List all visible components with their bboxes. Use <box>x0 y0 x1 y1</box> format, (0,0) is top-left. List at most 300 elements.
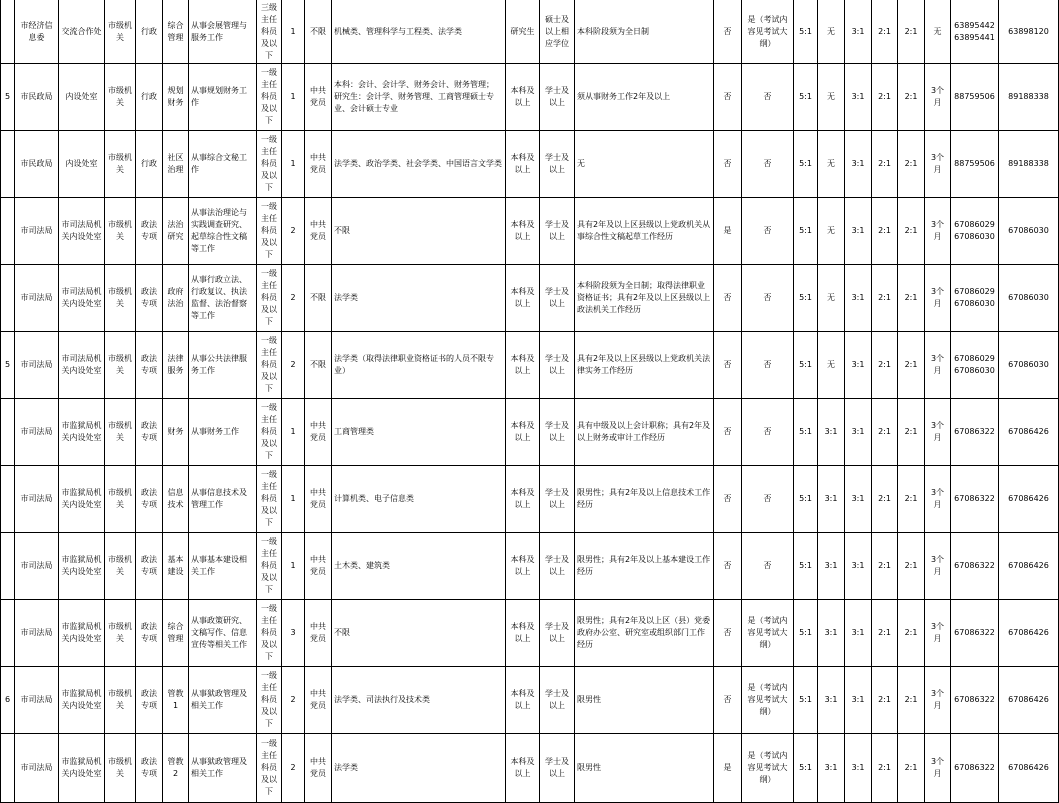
office-cell: 内设处室 <box>59 64 105 131</box>
rank-cell: 一级主任科员及以下 <box>257 131 282 198</box>
agency-level-cell: 市级机关 <box>105 0 136 64</box>
degree-cell: 学士及以上 <box>540 64 575 131</box>
department-cell: 市司法局 <box>15 265 59 332</box>
group-number-cell <box>1 533 15 600</box>
department-cell: 市司法局 <box>15 600 59 667</box>
position-name-cell: 社区治理 <box>163 131 189 198</box>
professional-exam-cell: 否 <box>742 198 794 265</box>
probation-cell: 3个月 <box>925 399 951 466</box>
duty-description-cell: 从事规划财务工作 <box>189 64 257 131</box>
contact-phone-cell: 67086322 <box>951 533 999 600</box>
probation-cell: 3个月 <box>925 466 951 533</box>
category-cell: 政法专项 <box>136 667 163 734</box>
education-cell: 本科及以上 <box>506 667 540 734</box>
hiring-count-cell: 1 <box>282 131 305 198</box>
consult-phone-cell: 67086426 <box>999 399 1059 466</box>
professional-exam-cell: 否 <box>742 64 794 131</box>
position-name-cell: 规划财务 <box>163 64 189 131</box>
ratio-cell: 无 <box>818 131 845 198</box>
table-row <box>1 198 1059 265</box>
ratio-cell: 2:1 <box>898 0 925 64</box>
agency-level-cell: 市级机关 <box>105 533 136 600</box>
office-cell: 市司法局机关内设处室 <box>59 265 105 332</box>
major-requirement-cell: 土木类、建筑类 <box>332 533 506 600</box>
ratio-cell: 3:1 <box>845 265 872 332</box>
consult-phone-cell: 67086426 <box>999 533 1059 600</box>
education-cell: 本科及以上 <box>506 198 540 265</box>
ratio-cell: 3:1 <box>845 466 872 533</box>
major-requirement-cell: 法学类 <box>332 265 506 332</box>
rank-cell: 一级主任科员及以下 <box>257 332 282 399</box>
education-cell: 本科及以上 <box>506 64 540 131</box>
duty-description-cell: 从事基本建设相关工作 <box>189 533 257 600</box>
group-number-cell <box>1 600 15 667</box>
group-number-cell <box>1 734 15 803</box>
professional-exam-cell: 是（考试内容见考试大纲） <box>742 600 794 667</box>
other-requirement-cell: 限男性 <box>575 734 714 803</box>
office-cell: 内设处室 <box>59 131 105 198</box>
hiring-count-cell: 2 <box>282 198 305 265</box>
duty-description-cell: 从事财务工作 <box>189 399 257 466</box>
major-requirement-cell: 本科：会计、会计学、财务会计、财务管理； 研究生：会计学、财务管理、工商管理硕士专业、会计硕士专业 <box>332 64 506 131</box>
contact-phone-cell: 63895442 63895441 <box>951 0 999 64</box>
degree-cell: 学士及以上 <box>540 667 575 734</box>
position-name-cell: 综合管理 <box>163 600 189 667</box>
office-cell: 市司法局机关内设处室 <box>59 198 105 265</box>
table-row <box>1 600 1059 667</box>
duty-description-cell: 从事信息技术及管理工作 <box>189 466 257 533</box>
duty-description-cell: 从事狱政管理及相关工作 <box>189 667 257 734</box>
duty-description-cell: 从事行政立法、行政复议、执法监督、法治督察等工作 <box>189 265 257 332</box>
rank-cell: 一级主任科员及以下 <box>257 64 282 131</box>
hiring-count-cell: 1 <box>282 466 305 533</box>
ratio-cell: 2:1 <box>872 131 898 198</box>
agency-level-cell: 市级机关 <box>105 466 136 533</box>
table-row <box>1 399 1059 466</box>
ratio-cell: 2:1 <box>872 64 898 131</box>
contact-phone-cell: 67086322 <box>951 466 999 533</box>
rank-cell: 一级主任科员及以下 <box>257 399 282 466</box>
position-name-cell: 综合管理 <box>163 0 189 64</box>
rank-cell: 一级主任科员及以下 <box>257 667 282 734</box>
ratio-cell: 5:1 <box>794 533 818 600</box>
agency-level-cell: 市级机关 <box>105 399 136 466</box>
agency-level-cell: 市级机关 <box>105 332 136 399</box>
ratio-cell: 5:1 <box>794 198 818 265</box>
education-cell: 本科及以上 <box>506 265 540 332</box>
grassroots-experience-cell: 否 <box>714 533 742 600</box>
hiring-count-cell: 1 <box>282 0 305 64</box>
ratio-cell: 无 <box>818 332 845 399</box>
ratio-cell: 3:1 <box>818 667 845 734</box>
position-name-cell: 管教2 <box>163 734 189 803</box>
duty-description-cell: 从事会展管理与服务工作 <box>189 0 257 64</box>
degree-cell: 学士及以上 <box>540 399 575 466</box>
professional-exam-cell: 否 <box>742 466 794 533</box>
office-cell: 市监狱局机关内设处室 <box>59 734 105 803</box>
rank-cell: 一级主任科员及以下 <box>257 533 282 600</box>
ratio-cell: 2:1 <box>898 332 925 399</box>
ratio-cell: 2:1 <box>898 198 925 265</box>
consult-phone-cell: 67086426 <box>999 466 1059 533</box>
ratio-cell: 3:1 <box>845 734 872 803</box>
professional-exam-cell: 否 <box>742 399 794 466</box>
duty-description-cell: 从事狱政管理及相关工作 <box>189 734 257 803</box>
consult-phone-cell: 67086030 <box>999 198 1059 265</box>
other-requirement-cell: 限男性；具有2年及以上信息技术工作经历 <box>575 466 714 533</box>
ratio-cell: 2:1 <box>872 332 898 399</box>
table-row <box>1 533 1059 600</box>
major-requirement-cell: 计算机类、电子信息类 <box>332 466 506 533</box>
group-number-cell: 6 <box>1 667 15 734</box>
ratio-cell: 3:1 <box>818 399 845 466</box>
rank-cell: 三级主任科员及以下 <box>257 0 282 64</box>
degree-cell: 学士及以上 <box>540 198 575 265</box>
consult-phone-cell: 63898120 <box>999 0 1059 64</box>
degree-cell: 学士及以上 <box>540 466 575 533</box>
contact-phone-cell: 88759506 <box>951 131 999 198</box>
contact-phone-cell: 88759506 <box>951 64 999 131</box>
consult-phone-cell: 89188338 <box>999 64 1059 131</box>
position-name-cell: 法治研究 <box>163 198 189 265</box>
other-requirement-cell: 须从事财务工作2年及以上 <box>575 64 714 131</box>
education-cell: 本科及以上 <box>506 734 540 803</box>
grassroots-experience-cell: 否 <box>714 466 742 533</box>
ratio-cell: 3:1 <box>845 131 872 198</box>
table-row <box>1 667 1059 734</box>
political-status-cell: 中共党员 <box>305 131 332 198</box>
major-requirement-cell: 工商管理类 <box>332 399 506 466</box>
agency-level-cell: 市级机关 <box>105 64 136 131</box>
education-cell: 本科及以上 <box>506 332 540 399</box>
group-number-cell: 5 <box>1 64 15 131</box>
ratio-cell: 5:1 <box>794 667 818 734</box>
group-number-cell <box>1 466 15 533</box>
major-requirement-cell: 不限 <box>332 198 506 265</box>
major-requirement-cell: 不限 <box>332 600 506 667</box>
category-cell: 政法专项 <box>136 265 163 332</box>
grassroots-experience-cell: 否 <box>714 667 742 734</box>
ratio-cell: 2:1 <box>872 600 898 667</box>
grassroots-experience-cell: 否 <box>714 64 742 131</box>
probation-cell: 无 <box>925 0 951 64</box>
table-row <box>1 332 1059 399</box>
hiring-count-cell: 2 <box>282 265 305 332</box>
ratio-cell: 2:1 <box>898 64 925 131</box>
probation-cell: 3个月 <box>925 734 951 803</box>
department-cell: 市司法局 <box>15 667 59 734</box>
rank-cell: 一级主任科员及以下 <box>257 600 282 667</box>
rank-cell: 一级主任科员及以下 <box>257 734 282 803</box>
consult-phone-cell: 67086426 <box>999 734 1059 803</box>
professional-exam-cell: 否 <box>742 265 794 332</box>
department-cell: 市司法局 <box>15 198 59 265</box>
agency-level-cell: 市级机关 <box>105 667 136 734</box>
office-cell: 市司法局机关内设处室 <box>59 332 105 399</box>
political-status-cell: 中共党员 <box>305 533 332 600</box>
ratio-cell: 3:1 <box>845 399 872 466</box>
position-name-cell: 基本建设 <box>163 533 189 600</box>
degree-cell: 学士及以上 <box>540 533 575 600</box>
ratio-cell: 2:1 <box>898 533 925 600</box>
ratio-cell: 3:1 <box>845 332 872 399</box>
ratio-cell: 3:1 <box>818 734 845 803</box>
category-cell: 政法专项 <box>136 466 163 533</box>
other-requirement-cell: 限男性；具有2年及以上基本建设工作经历 <box>575 533 714 600</box>
department-cell: 市民政局 <box>15 131 59 198</box>
education-cell: 本科及以上 <box>506 600 540 667</box>
group-number-cell <box>1 399 15 466</box>
professional-exam-cell: 否 <box>742 131 794 198</box>
agency-level-cell: 市级机关 <box>105 198 136 265</box>
table-row <box>1 265 1059 332</box>
political-status-cell: 不限 <box>305 265 332 332</box>
office-cell: 市监狱局机关内设处室 <box>59 399 105 466</box>
department-cell: 市民政局 <box>15 64 59 131</box>
other-requirement-cell: 本科阶段须为全日制 <box>575 0 714 64</box>
agency-level-cell: 市级机关 <box>105 265 136 332</box>
table-row <box>1 734 1059 803</box>
ratio-cell: 无 <box>818 265 845 332</box>
contact-phone-cell: 67086322 <box>951 667 999 734</box>
probation-cell: 3个月 <box>925 600 951 667</box>
degree-cell: 硕士及以上相应学位 <box>540 0 575 64</box>
rank-cell: 一级主任科员及以下 <box>257 265 282 332</box>
ratio-cell: 2:1 <box>898 131 925 198</box>
group-number-cell <box>1 198 15 265</box>
grassroots-experience-cell: 是 <box>714 198 742 265</box>
major-requirement-cell: 法学类、司法执行及技术类 <box>332 667 506 734</box>
political-status-cell: 中共党员 <box>305 198 332 265</box>
agency-level-cell: 市级机关 <box>105 131 136 198</box>
group-number-cell <box>1 0 15 64</box>
ratio-cell: 5:1 <box>794 0 818 64</box>
position-name-cell: 信息技术 <box>163 466 189 533</box>
category-cell: 政法专项 <box>136 332 163 399</box>
office-cell: 交流合作处 <box>59 0 105 64</box>
office-cell: 市监狱局机关内设处室 <box>59 667 105 734</box>
hiring-count-cell: 3 <box>282 600 305 667</box>
major-requirement-cell: 法学类、政治学类、社会学类、中国语言文学类 <box>332 131 506 198</box>
hiring-count-cell: 2 <box>282 734 305 803</box>
ratio-cell: 无 <box>818 198 845 265</box>
category-cell: 政法专项 <box>136 533 163 600</box>
ratio-cell: 3:1 <box>845 600 872 667</box>
political-status-cell: 中共党员 <box>305 466 332 533</box>
consult-phone-cell: 89188338 <box>999 131 1059 198</box>
hiring-count-cell: 1 <box>282 399 305 466</box>
rank-cell: 一级主任科员及以下 <box>257 198 282 265</box>
contact-phone-cell: 67086029 67086030 <box>951 198 999 265</box>
grassroots-experience-cell: 否 <box>714 332 742 399</box>
ratio-cell: 5:1 <box>794 265 818 332</box>
probation-cell: 3个月 <box>925 198 951 265</box>
category-cell: 行政 <box>136 131 163 198</box>
position-name-cell: 政府法治 <box>163 265 189 332</box>
contact-phone-cell: 67086029 67086030 <box>951 332 999 399</box>
ratio-cell: 2:1 <box>872 198 898 265</box>
professional-exam-cell: 否 <box>742 533 794 600</box>
probation-cell: 3个月 <box>925 131 951 198</box>
ratio-cell: 5:1 <box>794 131 818 198</box>
group-number-cell <box>1 131 15 198</box>
category-cell: 行政 <box>136 0 163 64</box>
contact-phone-cell: 67086322 <box>951 734 999 803</box>
political-status-cell: 中共党员 <box>305 734 332 803</box>
major-requirement-cell: 法学类（取得法律职业资格证书的人员不限专业） <box>332 332 506 399</box>
other-requirement-cell: 无 <box>575 131 714 198</box>
category-cell: 政法专项 <box>136 198 163 265</box>
ratio-cell: 2:1 <box>872 533 898 600</box>
office-cell: 市监狱局机关内设处室 <box>59 600 105 667</box>
ratio-cell: 5:1 <box>794 64 818 131</box>
ratio-cell: 3:1 <box>845 533 872 600</box>
degree-cell: 学士及以上 <box>540 131 575 198</box>
office-cell: 市监狱局机关内设处室 <box>59 533 105 600</box>
table-row <box>1 466 1059 533</box>
probation-cell: 3个月 <box>925 533 951 600</box>
department-cell: 市司法局 <box>15 332 59 399</box>
consult-phone-cell: 67086426 <box>999 600 1059 667</box>
ratio-cell: 2:1 <box>872 265 898 332</box>
ratio-cell: 2:1 <box>898 265 925 332</box>
position-name-cell: 法律服务 <box>163 332 189 399</box>
ratio-cell: 2:1 <box>898 734 925 803</box>
other-requirement-cell: 限男性 <box>575 667 714 734</box>
ratio-cell: 5:1 <box>794 734 818 803</box>
degree-cell: 学士及以上 <box>540 734 575 803</box>
grassroots-experience-cell: 否 <box>714 265 742 332</box>
grassroots-experience-cell: 否 <box>714 399 742 466</box>
hiring-count-cell: 2 <box>282 667 305 734</box>
professional-exam-cell: 是（考试内容见考试大纲） <box>742 0 794 64</box>
contact-phone-cell: 67086322 <box>951 600 999 667</box>
position-name-cell: 财务 <box>163 399 189 466</box>
table-row <box>1 64 1059 131</box>
duty-description-cell: 从事综合文秘工作 <box>189 131 257 198</box>
ratio-cell: 2:1 <box>872 734 898 803</box>
grassroots-experience-cell: 否 <box>714 600 742 667</box>
education-cell: 研究生 <box>506 0 540 64</box>
grassroots-experience-cell: 否 <box>714 0 742 64</box>
ratio-cell: 3:1 <box>818 533 845 600</box>
political-status-cell: 不限 <box>305 332 332 399</box>
ratio-cell: 5:1 <box>794 466 818 533</box>
category-cell: 政法专项 <box>136 734 163 803</box>
department-cell: 市司法局 <box>15 533 59 600</box>
agency-level-cell: 市级机关 <box>105 600 136 667</box>
group-number-cell <box>1 265 15 332</box>
duty-description-cell: 从事政策研究、文稿写作、信息宣传等相关工作 <box>189 600 257 667</box>
group-number-cell: 5 <box>1 332 15 399</box>
education-cell: 本科及以上 <box>506 131 540 198</box>
degree-cell: 学士及以上 <box>540 265 575 332</box>
ratio-cell: 2:1 <box>872 466 898 533</box>
ratio-cell: 5:1 <box>794 600 818 667</box>
hiring-count-cell: 2 <box>282 332 305 399</box>
major-requirement-cell: 法学类 <box>332 734 506 803</box>
probation-cell: 3个月 <box>925 64 951 131</box>
ratio-cell: 3:1 <box>845 64 872 131</box>
other-requirement-cell: 本科阶段须为全日制；取得法律职业资格证书；具有2年及以上区县级以上政法机关工作经历 <box>575 265 714 332</box>
ratio-cell: 3:1 <box>818 600 845 667</box>
education-cell: 本科及以上 <box>506 466 540 533</box>
ratio-cell: 2:1 <box>872 0 898 64</box>
ratio-cell: 2:1 <box>872 667 898 734</box>
other-requirement-cell: 具有中级及以上会计职称；具有2年及以上财务或审计工作经历 <box>575 399 714 466</box>
degree-cell: 学士及以上 <box>540 600 575 667</box>
grassroots-experience-cell: 是 <box>714 734 742 803</box>
position-name-cell: 管教1 <box>163 667 189 734</box>
professional-exam-cell: 是（考试内容见考试大纲） <box>742 734 794 803</box>
ratio-cell: 5:1 <box>794 399 818 466</box>
ratio-cell: 3:1 <box>845 667 872 734</box>
other-requirement-cell: 限男性；具有2年及以上区（县）党委政府办公室、研究室或组织部门工作经历 <box>575 600 714 667</box>
ratio-cell: 2:1 <box>898 667 925 734</box>
ratio-cell: 5:1 <box>794 332 818 399</box>
hiring-count-cell: 1 <box>282 533 305 600</box>
other-requirement-cell: 具有2年及以上区县级以上党政机关从事综合性文稿起草工作经历 <box>575 198 714 265</box>
ratio-cell: 无 <box>818 0 845 64</box>
probation-cell: 3个月 <box>925 332 951 399</box>
agency-level-cell: 市级机关 <box>105 734 136 803</box>
degree-cell: 学士及以上 <box>540 332 575 399</box>
political-status-cell: 不限 <box>305 0 332 64</box>
duty-description-cell: 从事公共法律服务工作 <box>189 332 257 399</box>
political-status-cell: 中共党员 <box>305 64 332 131</box>
ratio-cell: 3:1 <box>818 466 845 533</box>
probation-cell: 3个月 <box>925 265 951 332</box>
ratio-cell: 3:1 <box>845 0 872 64</box>
contact-phone-cell: 67086029 67086030 <box>951 265 999 332</box>
ratio-cell: 2:1 <box>898 466 925 533</box>
professional-exam-cell: 是（考试内容见考试大纲） <box>742 667 794 734</box>
table-row <box>1 131 1059 198</box>
table-row <box>1 0 1059 64</box>
professional-exam-cell: 否 <box>742 332 794 399</box>
political-status-cell: 中共党员 <box>305 667 332 734</box>
category-cell: 政法专项 <box>136 399 163 466</box>
category-cell: 行政 <box>136 64 163 131</box>
department-cell: 市司法局 <box>15 466 59 533</box>
ratio-cell: 2:1 <box>898 600 925 667</box>
office-cell: 市监狱局机关内设处室 <box>59 466 105 533</box>
department-cell: 市经济信息委 <box>15 0 59 64</box>
grassroots-experience-cell: 否 <box>714 131 742 198</box>
education-cell: 本科及以上 <box>506 533 540 600</box>
consult-phone-cell: 67086030 <box>999 265 1059 332</box>
probation-cell: 3个月 <box>925 667 951 734</box>
major-requirement-cell: 机械类、管理科学与工程类、法学类 <box>332 0 506 64</box>
category-cell: 政法专项 <box>136 600 163 667</box>
duty-description-cell: 从事法治理论与实践调查研究、起草综合性文稿等工作 <box>189 198 257 265</box>
ratio-cell: 3:1 <box>845 198 872 265</box>
political-status-cell: 中共党员 <box>305 399 332 466</box>
rank-cell: 一级主任科员及以下 <box>257 466 282 533</box>
ratio-cell: 2:1 <box>872 399 898 466</box>
ratio-cell: 无 <box>818 64 845 131</box>
education-cell: 本科及以上 <box>506 399 540 466</box>
political-status-cell: 中共党员 <box>305 600 332 667</box>
consult-phone-cell: 67086426 <box>999 667 1059 734</box>
consult-phone-cell: 67086030 <box>999 332 1059 399</box>
hiring-count-cell: 1 <box>282 64 305 131</box>
contact-phone-cell: 67086322 <box>951 399 999 466</box>
other-requirement-cell: 具有2年及以上区县级以上党政机关法律实务工作经历 <box>575 332 714 399</box>
ratio-cell: 2:1 <box>898 399 925 466</box>
department-cell: 市司法局 <box>15 399 59 466</box>
department-cell: 市司法局 <box>15 734 59 803</box>
